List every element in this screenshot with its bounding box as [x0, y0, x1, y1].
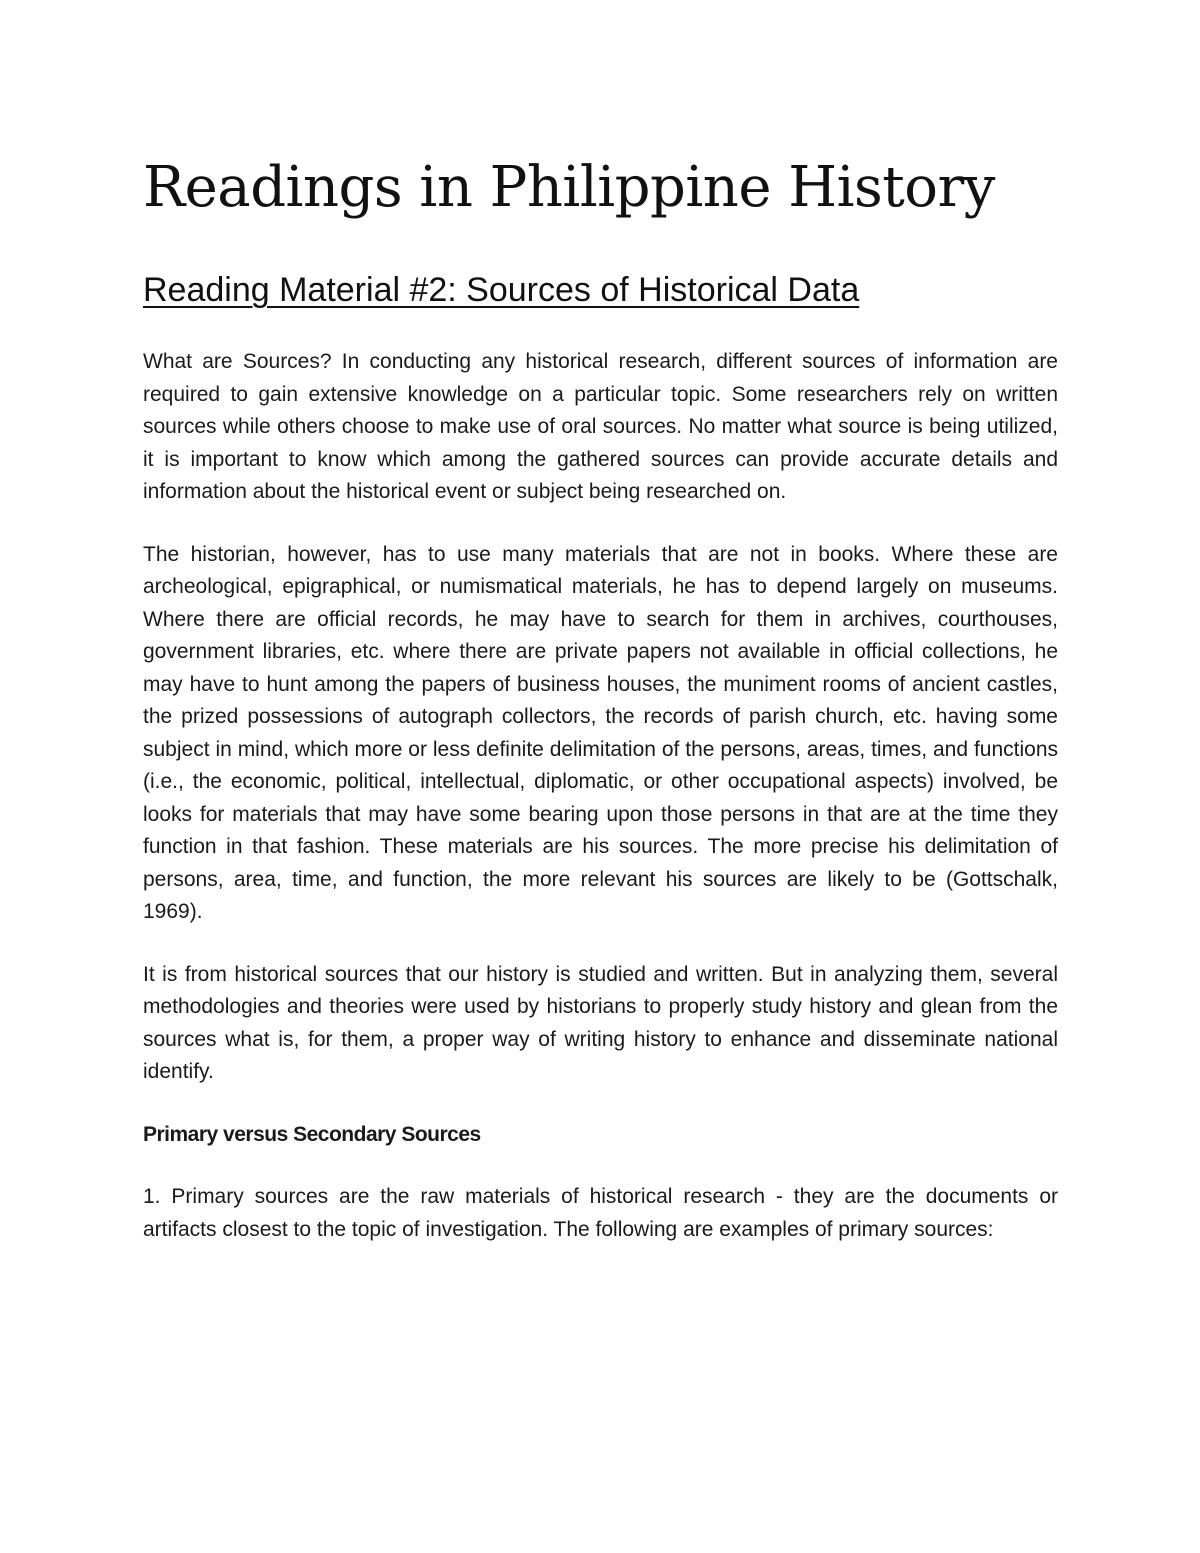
list-item: 1. Primary sources are the raw materials of historical research - they are the documents or artifacts closest to the topic of investigation. The following are examples of primary sources: — [143, 1185, 1058, 1241]
document-title: Readings in Philippine History — [143, 155, 995, 220]
document-body — [143, 346, 1058, 1276]
paragraph-historical-sources: It is from historical sources that our history is studied and written. But in analyzing them, several methodologies and theories were used by historians to properly study history and glean from the sources what is, for them, a proper way of writing history to enhance and disseminate national identify. — [143, 962, 1058, 1083]
section-heading: Primary versus Secondary Sources — [143, 1122, 481, 1146]
paragraph-what-are-sources: What are Sources? In conducting any historical research, different sources of information are required to gain extensive knowledge on a particular topic. Some researchers rely on written sources while others choose to make use of oral sources. No matter what source is being utilized, it is important to know which among the gathered sources can provide accurate details and information about the historical event or subject being researched on. — [143, 350, 1058, 503]
document-subtitle: Reading Material #2: Sources of Historical Data — [143, 271, 860, 309]
paragraph-historian-materials: The historian, however, has to use many materials that are not in books. Where these are archeological, epigraphical, or numismatical materials, he has to depend largely on museums. Where there are official records, he may have to search for them in archives, courthouses, government libraries, etc. where there are private papers not available in official collections, he may have to hunt among the papers of business houses, the muniment rooms of ancient castles, the prized possessions of autograph collectors, the records of parish church, etc. having some subject in mind, which more or less definite delimitation of the persons, areas, times, and functions (i.e., the economic, political, intellectual, diplomatic, or other occupational aspects) involved, be looks for materials that may have some bearing upon those persons in that are at the time they function in that fashion. These materials are his sources. The more precise his delimitation of persons, area, time, and function, the more relevant his sources are likely to be (Gottschalk, 1969). — [143, 542, 1058, 923]
